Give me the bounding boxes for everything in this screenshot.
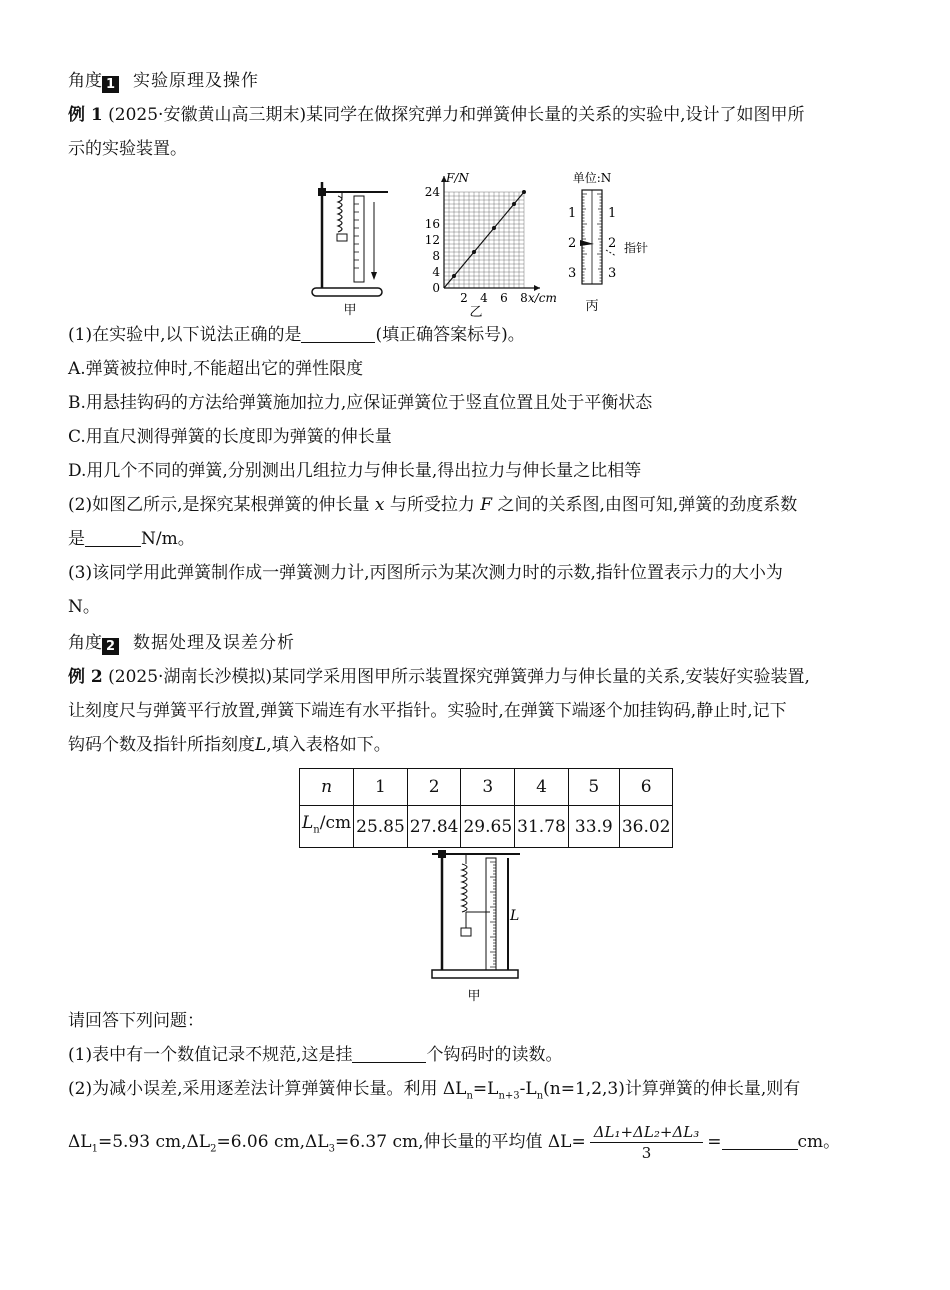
answer-blank[interactable]	[722, 1131, 798, 1150]
x-tick-label: 2	[460, 291, 468, 305]
table-cell: 1	[354, 769, 408, 806]
answer-blank[interactable]	[301, 324, 375, 343]
chart-yi	[404, 168, 557, 320]
example1-intro-line2: 示的实验装置。	[68, 139, 187, 159]
y-tick-label: 4	[432, 265, 440, 279]
figure-bing-label: 丙	[585, 299, 599, 314]
option-d: D.用几个不同的弹簧,分别测出几组拉力与伸长量,得出拉力与伸长量之比相等	[68, 461, 642, 481]
table-cell: 5	[568, 769, 619, 806]
example2-q2-line2	[68, 1122, 888, 1166]
apparatus-jia2-figure	[430, 848, 522, 1004]
ex2-eq: =	[707, 1131, 722, 1152]
data-table	[299, 768, 673, 848]
example2-intro-line2: 让刻度尺与弹簧平行放置,弹簧下端连有水平指针。实验时,在弹簧下端逐个加挂钩码,静止时,记下	[68, 701, 787, 721]
table-header-n: n	[300, 769, 354, 806]
apparatus-jia-figure	[308, 172, 398, 320]
section1-title: 实验原理及操作	[133, 71, 259, 91]
y-tick-label: 0	[432, 281, 440, 295]
bing-right-tick-1: 1	[608, 206, 617, 221]
table-row	[300, 806, 673, 848]
table-header-l: $L_n/cm$	[300, 806, 354, 848]
example1-source: (2025·安徽黄山高三期末)	[102, 105, 307, 125]
data-point	[522, 190, 526, 194]
example2-source: (2025·湖南长沙模拟)	[102, 667, 273, 687]
ex2-q2-line1d: (n=1,2,3)计算弹簧的伸长量,则有	[543, 1079, 801, 1100]
ex2-dl1-val: =5.93 cm,ΔL	[97, 1131, 211, 1152]
section2-heading	[68, 626, 888, 660]
average-fraction	[590, 1122, 704, 1163]
table-cell: 36.02	[619, 806, 673, 848]
option-b: B.用悬挂钩码的方法给弹簧施加拉力,应保证弹簧位于竖直位置且处于平衡状态	[68, 393, 653, 413]
q2-line2-a: 是	[68, 529, 85, 549]
section1-prefix: 角度	[68, 71, 102, 91]
fraction-numerator: ΔL₁+ΔL₂+ΔL₃	[590, 1122, 704, 1143]
example1-q2	[68, 488, 888, 556]
example2-intro-line3a: 钩码个数及指针所指刻度	[68, 735, 255, 755]
example1-q1	[68, 318, 888, 352]
scale-bing-figure	[554, 168, 654, 320]
y-tick-label: 24	[424, 185, 440, 199]
q2-part2: 与所受拉力	[389, 495, 475, 515]
example2-intro-l: L	[255, 735, 267, 755]
example1-q1-text: (1)在实验中,以下说法正确的是	[68, 325, 302, 345]
table-row	[300, 769, 673, 806]
table-cell: 2	[407, 769, 461, 806]
bing-unit-label: 单位:N	[572, 171, 612, 185]
bing-right-tick-3: 3	[608, 266, 617, 281]
bing-right-tick-2: 2	[608, 236, 617, 251]
y-axis-label: F/N	[446, 171, 469, 185]
example1-intro	[68, 98, 888, 166]
x-tick-label: 8	[520, 291, 528, 305]
table-cell: 6	[619, 769, 673, 806]
table-cell: 33.9	[568, 806, 619, 848]
ex2-q2-line1b: =L	[472, 1079, 499, 1100]
ex2-q1b: 个钩码时的读数。	[426, 1045, 563, 1066]
ex2-q2-line1: (2)为减小误差,采用逐差法计算弹簧伸长量。利用 ΔL	[68, 1079, 467, 1100]
example1-intro-line1: 某同学在做探究弹力和弹簧伸长量的关系的实验中,设计了如图甲所	[306, 105, 805, 125]
data-point	[512, 202, 516, 206]
ex2-dl1: ΔL	[68, 1131, 92, 1152]
data-point	[472, 250, 476, 254]
q3-line1: (3)该同学用此弹簧制作成一弹簧测力计,丙图所示为某次测力时的示数,指针位置表示力的大小为	[68, 563, 783, 583]
table-cell: 4	[515, 769, 569, 806]
option-c: C.用直尺测得弹簧的长度即为弹簧的伸长量	[68, 427, 392, 447]
ex2-q2-sub2: n+3	[498, 1090, 520, 1102]
example2-intro	[68, 660, 888, 762]
section2-prefix: 角度	[68, 633, 102, 653]
example1-figures	[68, 166, 888, 318]
example1-label: 例 1	[68, 105, 103, 125]
ex2-q1a: (1)表中有一个数值记录不规范,这是挂	[68, 1045, 353, 1066]
ex2-unit: cm。	[797, 1131, 841, 1152]
ex2-dl3-sub: 3	[328, 1143, 335, 1155]
ex2-q2-line1c: -L	[519, 1079, 537, 1100]
q2-var-x: x	[374, 495, 385, 515]
x-axis-label: x/cm	[528, 291, 557, 305]
figure-yi-label: 乙	[469, 305, 483, 320]
table-cell: 31.78	[515, 806, 569, 848]
table-cell: 25.85	[354, 806, 408, 848]
q2-line2-b: N/m。	[141, 529, 195, 549]
example2-intro-line1: 某同学采用图甲所示装置探究弹簧弹力与伸长量的关系,安装好实验装置,	[272, 667, 810, 687]
q2-part1: (2)如图乙所示,是探究某根弹簧的伸长量	[68, 495, 370, 515]
ex2-dl2-val: =6.06 cm,ΔL	[216, 1131, 329, 1152]
example1-q1-after: (填正确答案标号)。	[375, 325, 525, 345]
ex2-dl2-sub: 2	[210, 1143, 217, 1155]
bing-left-tick-3: 3	[568, 266, 577, 281]
example2-prompt: 请回答下列问题：	[68, 1011, 204, 1032]
bing-left-tick-2: 2	[568, 236, 577, 251]
y-tick-label: 16	[424, 217, 440, 231]
data-point	[452, 274, 456, 278]
ex2-dl3-val: =6.37 cm,伸长量的平均值 ΔL=	[334, 1131, 586, 1152]
fraction-denominator: 3	[641, 1143, 652, 1162]
y-tick-label: 12	[424, 233, 440, 247]
section1-badge: 1	[102, 76, 119, 93]
section1-heading	[68, 64, 888, 98]
option-a: A.弹簧被拉伸时,不能超出它的弹性限度	[68, 359, 364, 379]
table-cell: 29.65	[461, 806, 515, 848]
answer-blank[interactable]	[85, 528, 141, 547]
answer-blank[interactable]	[352, 1044, 426, 1063]
figure2-l-label: L	[510, 908, 520, 925]
table-cell: 27.84	[407, 806, 461, 848]
y-tick-label: 8	[432, 249, 440, 263]
x-tick-label: 4	[480, 291, 488, 305]
example1-q3	[68, 556, 888, 624]
example2-q1	[68, 1038, 888, 1072]
q3-line2: N。	[68, 597, 100, 617]
section2-title: 数据处理及误差分析	[133, 633, 295, 653]
q2-var-f: F	[480, 495, 493, 515]
data-point	[492, 226, 496, 230]
example2-label: 例 2	[68, 667, 103, 687]
bing-left-tick-1: 1	[568, 206, 577, 221]
q2-part3: 之间的关系图,由图可知,弹簧的劲度系数	[497, 495, 798, 515]
x-tick-label: 6	[500, 291, 508, 305]
example2-intro-line3b: ,填入表格如下。	[266, 735, 391, 755]
figure2-jia-label: 甲	[467, 989, 481, 1005]
page	[68, 64, 888, 1166]
figure-jia-label: 甲	[343, 303, 357, 318]
table-cell: 3	[461, 769, 515, 806]
section2-badge: 2	[102, 638, 119, 655]
example2-figure	[68, 848, 888, 1004]
ex2-q2-sub1: n	[466, 1090, 473, 1102]
ex2-dl1-sub: 1	[91, 1143, 98, 1155]
ex2-q2-sub3: n	[536, 1090, 544, 1102]
bing-pointer-label: 指针	[624, 241, 649, 255]
example2-q2	[68, 1072, 888, 1113]
